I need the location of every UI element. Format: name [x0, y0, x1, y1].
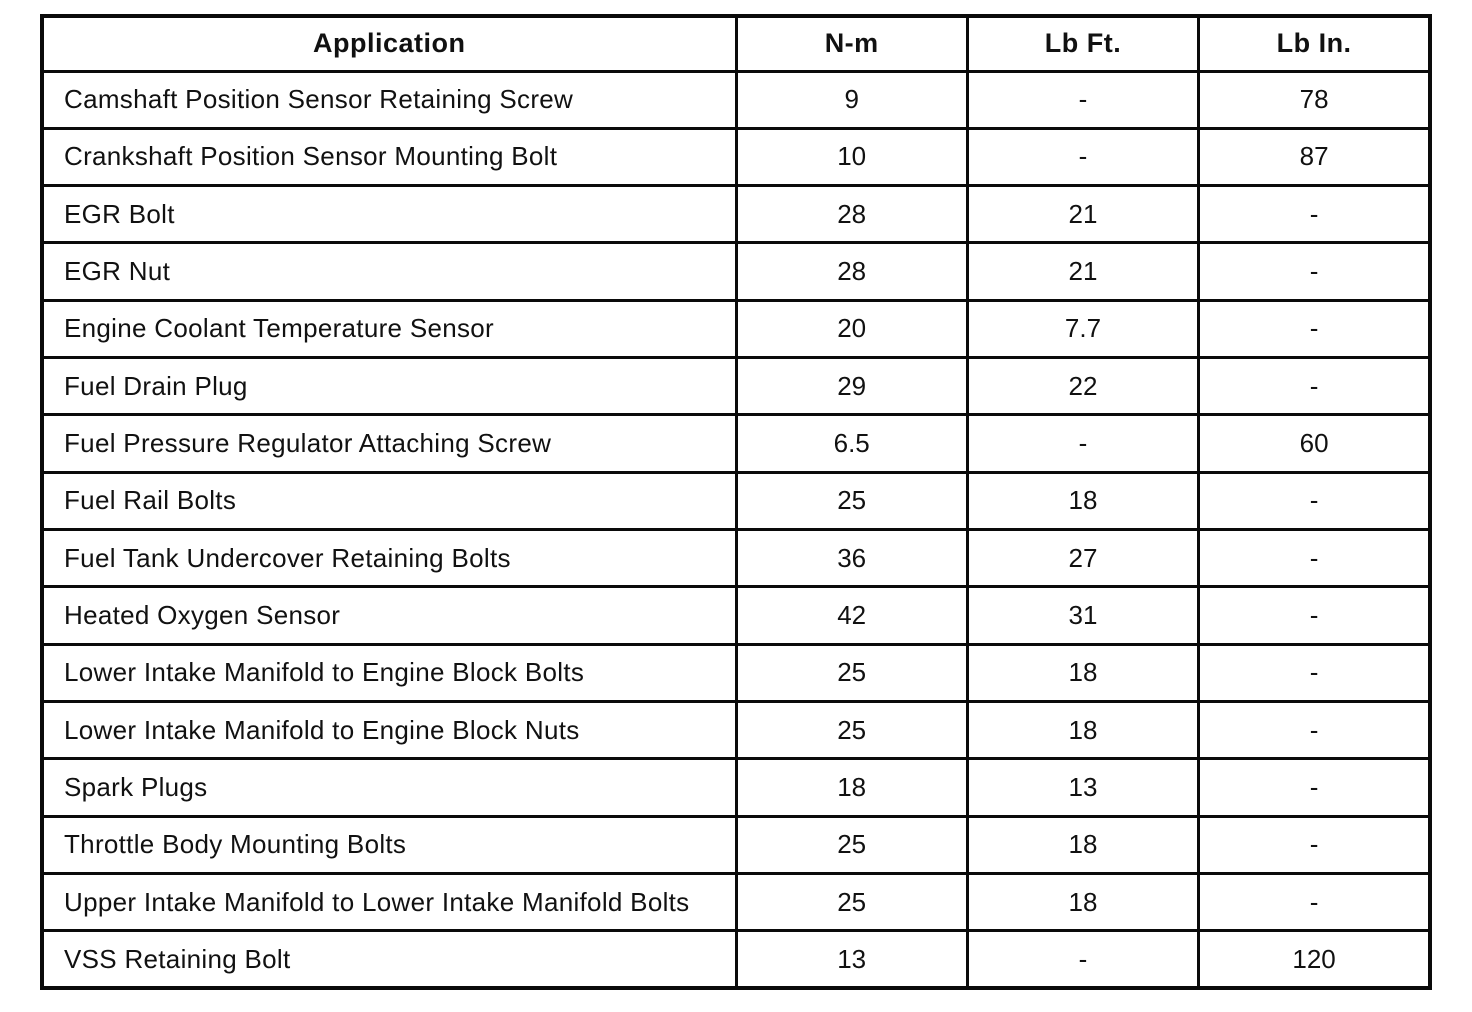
header-application: Application — [42, 16, 736, 71]
cell-lbin: - — [1199, 186, 1430, 243]
cell-lbft: 21 — [967, 243, 1198, 300]
header-nm: N-m — [736, 16, 967, 71]
cell-lbft: 22 — [967, 358, 1198, 415]
cell-application: Heated Oxygen Sensor — [42, 587, 736, 644]
cell-nm: 28 — [736, 243, 967, 300]
cell-lbft: 13 — [967, 759, 1198, 816]
cell-nm: 10 — [736, 128, 967, 185]
cell-application: Lower Intake Manifold to Engine Block Bolts — [42, 644, 736, 701]
cell-lbft: 7.7 — [967, 300, 1198, 357]
table-row — [42, 644, 1430, 701]
table-row — [42, 759, 1430, 816]
cell-lbft: - — [967, 931, 1198, 988]
cell-nm: 13 — [736, 931, 967, 988]
cell-nm: 25 — [736, 816, 967, 873]
cell-nm: 18 — [736, 759, 967, 816]
table-row — [42, 701, 1430, 758]
cell-lbft: 21 — [967, 186, 1198, 243]
cell-application: Engine Coolant Temperature Sensor — [42, 300, 736, 357]
cell-lbft: 18 — [967, 701, 1198, 758]
cell-application: Camshaft Position Sensor Retaining Screw — [42, 71, 736, 128]
cell-lbin: - — [1199, 530, 1430, 587]
cell-nm: 28 — [736, 186, 967, 243]
cell-application: Fuel Drain Plug — [42, 358, 736, 415]
cell-lbin: - — [1199, 472, 1430, 529]
table-row — [42, 415, 1430, 472]
table-row — [42, 587, 1430, 644]
cell-lbin: - — [1199, 587, 1430, 644]
table-row — [42, 358, 1430, 415]
cell-lbin: 120 — [1199, 931, 1430, 988]
cell-application: Spark Plugs — [42, 759, 736, 816]
table-row — [42, 300, 1430, 357]
table-row — [42, 128, 1430, 185]
cell-lbft: 31 — [967, 587, 1198, 644]
cell-lbin: 60 — [1199, 415, 1430, 472]
cell-nm: 6.5 — [736, 415, 967, 472]
cell-lbin: 87 — [1199, 128, 1430, 185]
table-row — [42, 873, 1430, 930]
cell-application: Throttle Body Mounting Bolts — [42, 816, 736, 873]
cell-application: Fuel Rail Bolts — [42, 472, 736, 529]
table-row — [42, 71, 1430, 128]
cell-nm: 25 — [736, 701, 967, 758]
table-row — [42, 472, 1430, 529]
cell-lbft: 18 — [967, 472, 1198, 529]
cell-nm: 9 — [736, 71, 967, 128]
cell-lbin: - — [1199, 873, 1430, 930]
cell-nm: 29 — [736, 358, 967, 415]
cell-lbft: 18 — [967, 816, 1198, 873]
cell-application: EGR Bolt — [42, 186, 736, 243]
cell-application: Upper Intake Manifold to Lower Intake Manifold Bolts — [42, 873, 736, 930]
cell-application: VSS Retaining Bolt — [42, 931, 736, 988]
cell-lbft: 18 — [967, 873, 1198, 930]
cell-lbin: - — [1199, 300, 1430, 357]
cell-lbft: 18 — [967, 644, 1198, 701]
cell-lbin: - — [1199, 358, 1430, 415]
cell-lbft: - — [967, 71, 1198, 128]
cell-lbin: - — [1199, 701, 1430, 758]
header-row — [42, 16, 1430, 71]
cell-lbin: - — [1199, 759, 1430, 816]
cell-lbin: - — [1199, 816, 1430, 873]
table-row — [42, 931, 1430, 988]
cell-lbin: - — [1199, 243, 1430, 300]
cell-application: Crankshaft Position Sensor Mounting Bolt — [42, 128, 736, 185]
table-row — [42, 243, 1430, 300]
cell-lbft: - — [967, 415, 1198, 472]
cell-application: Fuel Pressure Regulator Attaching Screw — [42, 415, 736, 472]
cell-lbin: 78 — [1199, 71, 1430, 128]
cell-nm: 36 — [736, 530, 967, 587]
cell-nm: 20 — [736, 300, 967, 357]
cell-application: EGR Nut — [42, 243, 736, 300]
table-row — [42, 816, 1430, 873]
cell-lbin: - — [1199, 644, 1430, 701]
cell-nm: 25 — [736, 472, 967, 529]
table-row — [42, 186, 1430, 243]
cell-nm: 42 — [736, 587, 967, 644]
cell-lbft: 27 — [967, 530, 1198, 587]
cell-application: Lower Intake Manifold to Engine Block Nuts — [42, 701, 736, 758]
cell-nm: 25 — [736, 644, 967, 701]
table-row — [42, 530, 1430, 587]
cell-lbft: - — [967, 128, 1198, 185]
header-lbft: Lb Ft. — [967, 16, 1198, 71]
torque-specifications-table — [40, 14, 1432, 990]
header-lbin: Lb In. — [1199, 16, 1430, 71]
cell-application: Fuel Tank Undercover Retaining Bolts — [42, 530, 736, 587]
cell-nm: 25 — [736, 873, 967, 930]
